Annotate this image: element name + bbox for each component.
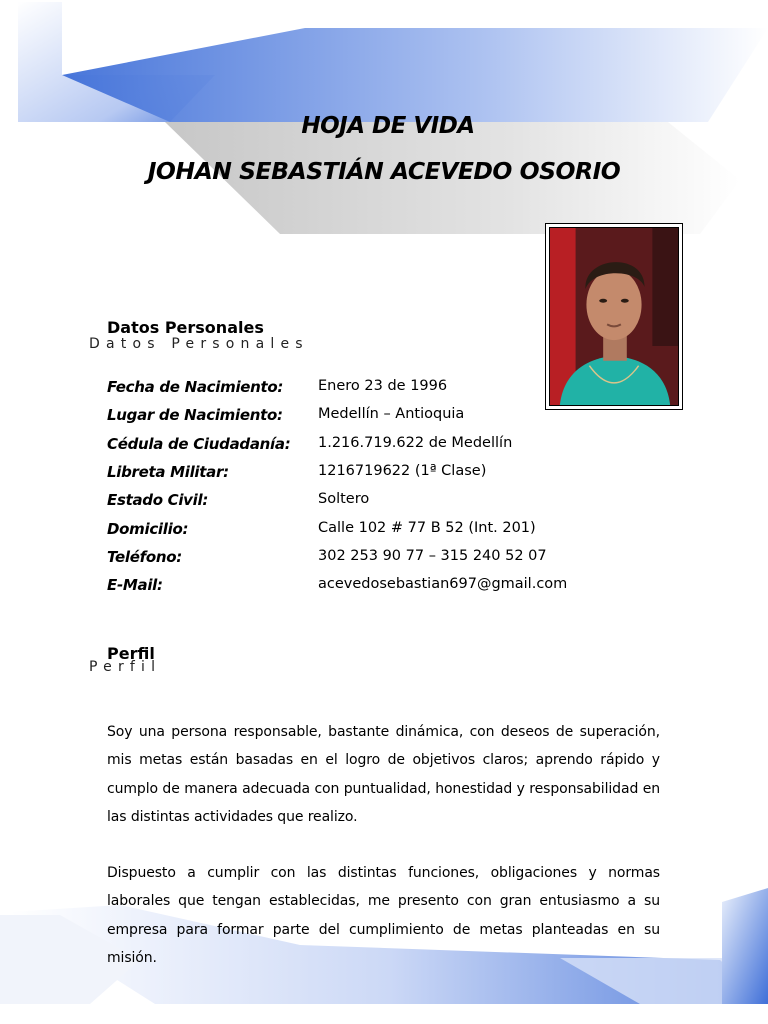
info-row-email xyxy=(107,576,667,604)
info-value: Enero 23 de 1996 xyxy=(318,378,448,394)
candidate-name: JOHAN SEBASTIÁN ACEVEDO OSORIO xyxy=(147,157,621,185)
info-row-marital-status xyxy=(107,491,667,519)
info-label: Lugar de Nacimiento: xyxy=(107,406,283,425)
document-title: HOJA DE VIDA xyxy=(301,113,475,139)
info-label: Libreta Militar: xyxy=(107,462,229,481)
info-label: Teléfono: xyxy=(107,547,182,566)
info-label: Fecha de Nacimiento: xyxy=(107,378,284,396)
personal-data-heading: Datos Personales xyxy=(107,318,264,337)
info-row-birthdate xyxy=(107,378,667,406)
info-value: Calle 102 # 77 B 52 (Int. 201) xyxy=(318,519,536,536)
email-value: acevedosebastian697@gmail.com xyxy=(318,576,568,593)
info-value: 302 253 90 77 – 315 240 52 07 xyxy=(318,547,547,564)
info-label: Domicilio: xyxy=(107,519,189,538)
profile-heading-echo: Perfil xyxy=(89,659,162,675)
info-row-birthplace xyxy=(107,406,667,434)
info-row-id-card xyxy=(107,435,667,463)
info-value: 1216719622 (1ª Clase) xyxy=(318,462,487,479)
info-label: E-Mail: xyxy=(107,576,163,595)
info-label: Estado Civil: xyxy=(107,491,209,510)
profile-paragraph: Dispuesto a cumplir con las distintas funciones, obligaciones y normas laborales que tengan establecidas, me presento con gran entusiasmo a su empresa para formar parte del cumplimiento de metas planteadas en su misión. xyxy=(107,865,660,966)
info-row-address xyxy=(107,520,667,548)
info-value: Soltero xyxy=(318,491,370,508)
info-row-phone xyxy=(107,548,667,576)
profile-heading: Perfil xyxy=(107,644,155,663)
personal-data-heading-echo: Datos Personales xyxy=(89,336,309,352)
info-value: Medellín – Antioquia xyxy=(318,406,465,423)
info-value: 1.216.719.622 de Medellín xyxy=(318,434,513,451)
profile-paragraph: Soy una persona responsable, bastante dinámica, con deseos de superación, mis metas están basadas en el logro de objetivos claros; aprendo rápido y cumplo de manera adecuada con puntualidad, honestidad y responsabilidad en las distintas actividades que realizo. xyxy=(107,724,660,825)
info-row-military-card xyxy=(107,463,667,491)
info-label: Cédula de Ciudadanía: xyxy=(107,434,291,453)
